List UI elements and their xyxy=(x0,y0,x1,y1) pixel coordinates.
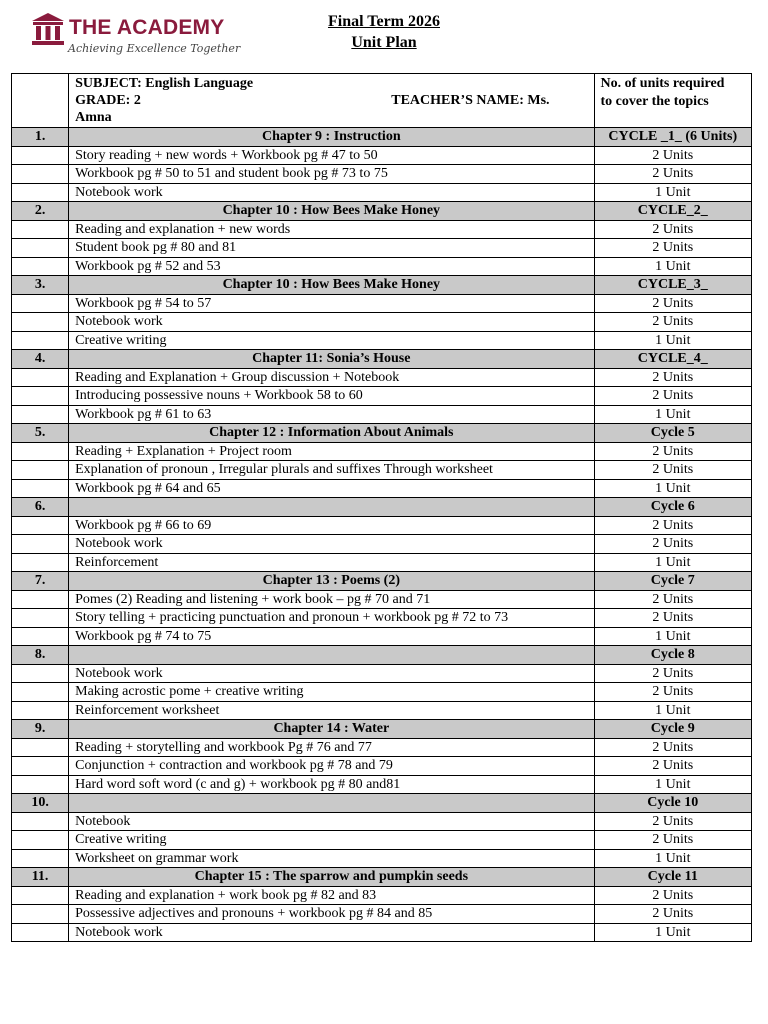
table-row xyxy=(12,165,752,184)
section-row xyxy=(12,498,752,517)
section-cycle: Cycle 7 xyxy=(594,572,751,591)
row-num-cell xyxy=(12,905,69,924)
table-row xyxy=(12,405,752,424)
section-title: Chapter 15 : The sparrow and pumpkin seeds xyxy=(69,868,594,887)
section-number: 11. xyxy=(12,868,69,887)
section-number: 1. xyxy=(12,128,69,147)
table-row xyxy=(12,812,752,831)
row-num-cell xyxy=(12,683,69,702)
units-header-cell xyxy=(594,74,751,128)
section-cycle: CYCLE_2_ xyxy=(594,202,751,221)
section-row xyxy=(12,128,752,147)
units-cell: 2 Units xyxy=(594,239,751,258)
table-row xyxy=(12,849,752,868)
unit-plan-table xyxy=(11,73,752,942)
section-number: 9. xyxy=(12,720,69,739)
table-row xyxy=(12,461,752,480)
row-num-cell xyxy=(12,775,69,794)
document-subtitle: Unit Plan xyxy=(351,34,417,51)
section-number: 4. xyxy=(12,350,69,369)
section-number: 7. xyxy=(12,572,69,591)
section-title: Chapter 13 : Poems (2) xyxy=(69,572,594,591)
logo-name: THE ACADEMY xyxy=(69,16,225,39)
header-info-cell xyxy=(69,74,594,128)
units-cell: 2 Units xyxy=(594,905,751,924)
teacher-name: Amna xyxy=(75,110,112,125)
units-cell: 2 Units xyxy=(594,664,751,683)
activity-cell: Notebook work xyxy=(69,183,594,202)
units-cell: 1 Unit xyxy=(594,923,751,942)
teacher-label: TEACHER’S NAME: Ms. xyxy=(391,93,550,108)
row-num-cell xyxy=(12,886,69,905)
section-cycle: Cycle 11 xyxy=(594,868,751,887)
units-cell: 2 Units xyxy=(594,387,751,406)
units-cell: 1 Unit xyxy=(594,701,751,720)
activity-cell: Introducing possessive nouns + Workbook 58 to 60 xyxy=(69,387,594,406)
activity-cell: Reinforcement xyxy=(69,553,594,572)
row-num-cell xyxy=(12,479,69,498)
section-cycle: Cycle 9 xyxy=(594,720,751,739)
activity-cell: Notebook work xyxy=(69,313,594,332)
table-row xyxy=(12,664,752,683)
activity-cell: Reading + storytelling and workbook Pg # 76 and 77 xyxy=(69,738,594,757)
grade-teacher-line xyxy=(75,92,587,109)
units-cell: 2 Units xyxy=(594,294,751,313)
section-title xyxy=(69,794,594,813)
section-title: Chapter 10 : How Bees Make Honey xyxy=(69,202,594,221)
logo-tagline: Achieving Excellence Together xyxy=(68,42,241,55)
activity-cell: Workbook pg # 61 to 63 xyxy=(69,405,594,424)
pillars-icon xyxy=(31,12,65,46)
table-row xyxy=(12,516,752,535)
row-num-cell xyxy=(12,553,69,572)
section-row xyxy=(12,424,752,443)
table-row xyxy=(12,886,752,905)
section-number: 8. xyxy=(12,646,69,665)
activity-cell: Pomes (2) Reading and listening + work book – pg # 70 and 71 xyxy=(69,590,594,609)
section-row xyxy=(12,202,752,221)
table-row xyxy=(12,257,752,276)
subject-label: SUBJECT: English Language xyxy=(75,76,254,91)
table-row xyxy=(12,738,752,757)
units-cell: 2 Units xyxy=(594,886,751,905)
section-title: Chapter 9 : Instruction xyxy=(69,128,594,147)
section-number: 6. xyxy=(12,498,69,517)
table-row xyxy=(12,701,752,720)
units-header-line1: No. of units required xyxy=(600,76,725,91)
units-cell: 2 Units xyxy=(594,442,751,461)
activity-cell: Workbook pg # 64 and 65 xyxy=(69,479,594,498)
units-cell: 2 Units xyxy=(594,165,751,184)
row-num-cell xyxy=(12,738,69,757)
table-row xyxy=(12,368,752,387)
activity-cell: Creative writing xyxy=(69,831,594,850)
units-cell: 2 Units xyxy=(594,831,751,850)
row-num-cell xyxy=(12,220,69,239)
section-row xyxy=(12,720,752,739)
activity-cell: Conjunction + contraction and workbook pg # 78 and 79 xyxy=(69,757,594,776)
units-cell: 2 Units xyxy=(594,146,751,165)
units-cell: 1 Unit xyxy=(594,405,751,424)
table-row xyxy=(12,331,752,350)
section-title xyxy=(69,498,594,517)
units-cell: 1 Unit xyxy=(594,331,751,350)
table-row xyxy=(12,220,752,239)
table-row xyxy=(12,627,752,646)
section-cycle: CYCLE _1_ (6 Units) xyxy=(594,128,751,147)
row-num-cell xyxy=(12,831,69,850)
row-num-cell xyxy=(12,627,69,646)
activity-cell: Story telling + practicing punctuation and pronoun + workbook pg # 72 to 73 xyxy=(69,609,594,628)
row-num-cell xyxy=(12,590,69,609)
units-cell: 2 Units xyxy=(594,516,751,535)
activity-cell: Workbook pg # 50 to 51 and student book pg # 73 to 75 xyxy=(69,165,594,184)
table-row xyxy=(12,183,752,202)
row-num-cell xyxy=(12,405,69,424)
section-title: Chapter 11: Sonia’s House xyxy=(69,350,594,369)
units-cell: 2 Units xyxy=(594,313,751,332)
row-num-cell xyxy=(12,849,69,868)
document-title: Final Term 2026 xyxy=(327,13,440,30)
activity-cell: Reading and explanation + work book pg # 82 and 83 xyxy=(69,886,594,905)
table-row xyxy=(12,923,752,942)
section-cycle: Cycle 6 xyxy=(594,498,751,517)
units-cell: 2 Units xyxy=(594,609,751,628)
table-row xyxy=(12,294,752,313)
section-title: Chapter 14 : Water xyxy=(69,720,594,739)
section-cycle: CYCLE_4_ xyxy=(594,350,751,369)
row-num-cell xyxy=(12,461,69,480)
section-title xyxy=(69,646,594,665)
activity-cell: Notebook work xyxy=(69,923,594,942)
activity-cell: Workbook pg # 54 to 57 xyxy=(69,294,594,313)
units-cell: 2 Units xyxy=(594,738,751,757)
grade-label: GRADE: 2 xyxy=(75,93,141,108)
units-cell: 1 Unit xyxy=(594,257,751,276)
table-row xyxy=(12,590,752,609)
table-row xyxy=(12,553,752,572)
header-row xyxy=(12,74,752,128)
row-num-cell xyxy=(12,313,69,332)
table-row xyxy=(12,683,752,702)
row-num-cell xyxy=(12,609,69,628)
units-cell: 1 Unit xyxy=(594,183,751,202)
table-row xyxy=(12,479,752,498)
units-cell: 2 Units xyxy=(594,812,751,831)
table-row xyxy=(12,313,752,332)
activity-cell: Creative writing xyxy=(69,331,594,350)
row-num-cell xyxy=(12,146,69,165)
section-row xyxy=(12,794,752,813)
activity-cell: Reinforcement worksheet xyxy=(69,701,594,720)
section-row xyxy=(12,646,752,665)
row-num-cell xyxy=(12,442,69,461)
section-number: 10. xyxy=(12,794,69,813)
units-cell: 2 Units xyxy=(594,683,751,702)
row-num-cell xyxy=(12,165,69,184)
table-row xyxy=(12,535,752,554)
section-number: 3. xyxy=(12,276,69,295)
activity-cell: Notebook work xyxy=(69,535,594,554)
section-row xyxy=(12,868,752,887)
table-row xyxy=(12,146,752,165)
activity-cell: Possessive adjectives and pronouns + workbook pg # 84 and 85 xyxy=(69,905,594,924)
section-row xyxy=(12,572,752,591)
units-cell: 2 Units xyxy=(594,220,751,239)
section-cycle: CYCLE_3_ xyxy=(594,276,751,295)
row-num-cell xyxy=(12,331,69,350)
activity-cell: Workbook pg # 66 to 69 xyxy=(69,516,594,535)
row-num-cell xyxy=(12,812,69,831)
activity-cell: Worksheet on grammar work xyxy=(69,849,594,868)
row-num-cell xyxy=(12,368,69,387)
units-cell: 2 Units xyxy=(594,368,751,387)
table-row xyxy=(12,831,752,850)
row-num-cell xyxy=(12,664,69,683)
activity-cell: Story reading + new words + Workbook pg # 47 to 50 xyxy=(69,146,594,165)
section-row xyxy=(12,276,752,295)
section-row xyxy=(12,350,752,369)
table-row xyxy=(12,239,752,258)
table-row xyxy=(12,442,752,461)
row-num-cell xyxy=(12,239,69,258)
units-header-line2: to cover the topics xyxy=(600,94,709,109)
row-num-cell xyxy=(12,387,69,406)
row-num-cell xyxy=(12,516,69,535)
section-number: 5. xyxy=(12,424,69,443)
row-num-cell xyxy=(12,701,69,720)
activity-cell: Explanation of pronoun , Irregular plurals and suffixes Through worksheet xyxy=(69,461,594,480)
units-cell: 2 Units xyxy=(594,461,751,480)
section-title: Chapter 12 : Information About Animals xyxy=(69,424,594,443)
units-cell: 1 Unit xyxy=(594,479,751,498)
activity-cell: Notebook xyxy=(69,812,594,831)
section-title: Chapter 10 : How Bees Make Honey xyxy=(69,276,594,295)
header-num-cell xyxy=(12,74,69,128)
activity-cell: Making acrostic pome + creative writing xyxy=(69,683,594,702)
section-cycle: Cycle 5 xyxy=(594,424,751,443)
row-num-cell xyxy=(12,923,69,942)
row-num-cell xyxy=(12,535,69,554)
activity-cell: Workbook pg # 74 to 75 xyxy=(69,627,594,646)
table-row xyxy=(12,905,752,924)
activity-cell: Reading and explanation + new words xyxy=(69,220,594,239)
activity-cell: Notebook work xyxy=(69,664,594,683)
row-num-cell xyxy=(12,294,69,313)
activity-cell: Workbook pg # 52 and 53 xyxy=(69,257,594,276)
activity-cell: Reading + Explanation + Project room xyxy=(69,442,594,461)
table-row xyxy=(12,757,752,776)
row-num-cell xyxy=(12,757,69,776)
section-number: 2. xyxy=(12,202,69,221)
table-row xyxy=(12,609,752,628)
units-cell: 1 Unit xyxy=(594,553,751,572)
activity-cell: Hard word soft word (c and g) + workbook pg # 80 and81 xyxy=(69,775,594,794)
row-num-cell xyxy=(12,257,69,276)
units-cell: 1 Unit xyxy=(594,627,751,646)
units-cell: 2 Units xyxy=(594,757,751,776)
section-cycle: Cycle 10 xyxy=(594,794,751,813)
units-cell: 1 Unit xyxy=(594,775,751,794)
section-cycle: Cycle 8 xyxy=(594,646,751,665)
activity-cell: Student book pg # 80 and 81 xyxy=(69,239,594,258)
table-row xyxy=(12,387,752,406)
units-cell: 1 Unit xyxy=(594,849,751,868)
units-cell: 2 Units xyxy=(594,535,751,554)
row-num-cell xyxy=(12,183,69,202)
academy-logo xyxy=(31,10,241,60)
activity-cell: Reading and Explanation + Group discussion + Notebook xyxy=(69,368,594,387)
units-cell: 2 Units xyxy=(594,590,751,609)
table-row xyxy=(12,775,752,794)
